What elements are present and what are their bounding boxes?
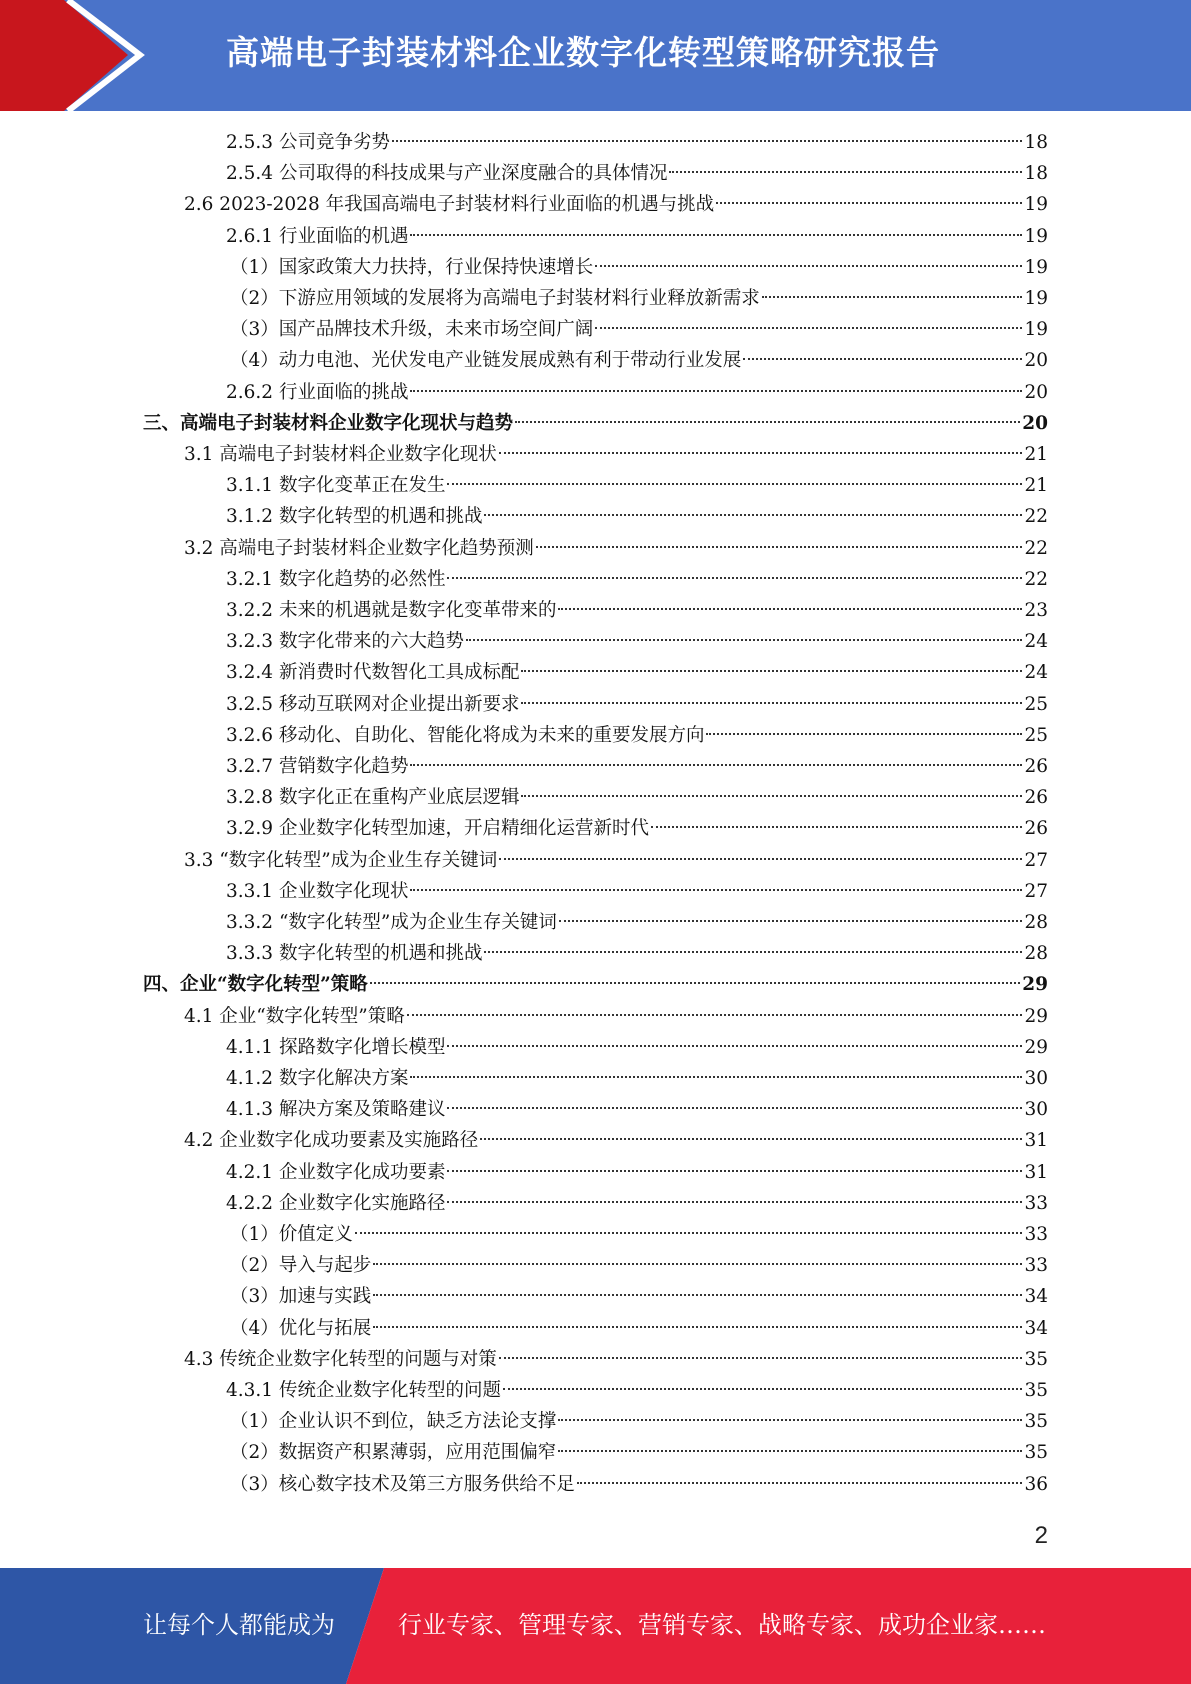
toc-entry[interactable] [230, 1250, 1048, 1281]
toc-entry[interactable] [226, 564, 1048, 595]
toc-entry[interactable] [230, 1313, 1048, 1344]
toc-dot-leader [499, 858, 1022, 860]
toc-entry[interactable] [226, 1032, 1048, 1063]
toc-entry[interactable] [226, 938, 1048, 969]
toc-entry-page: 26 [1024, 787, 1048, 809]
toc-dot-leader [410, 234, 1022, 236]
toc-entry-page: 25 [1024, 693, 1048, 715]
toc-dot-leader [536, 546, 1023, 548]
toc-entry[interactable] [226, 377, 1048, 408]
toc-entry-label: （1）企业认识不到位，缺乏方法论支撑 [230, 1411, 557, 1433]
toc-dot-leader [373, 1263, 1022, 1265]
toc-entry-label: 3.2.4 新消费时代数智化工具成标配 [226, 662, 520, 684]
toc-entry-label: 4.1 企业“数字化转型”策略 [184, 1005, 405, 1027]
toc-dot-leader [706, 733, 1022, 735]
toc-entry[interactable] [184, 533, 1048, 564]
toc-entry-page: 19 [1024, 319, 1048, 341]
toc-entry-label: 3.2.7 营销数字化趋势 [226, 756, 409, 777]
toc-dot-leader [762, 296, 1023, 298]
toc-entry-label: 3.2.2 未来的机遇就是数字化变革带来的 [226, 600, 557, 621]
toc-entry[interactable] [226, 782, 1048, 813]
toc-entry[interactable] [143, 969, 1048, 1000]
toc-dot-leader [503, 1388, 1022, 1390]
toc-entry-label: 3.2.8 数字化正在重构产业底层逻辑 [226, 787, 520, 809]
toc-entry[interactable] [226, 720, 1048, 751]
toc-dot-leader [515, 421, 1020, 423]
toc-dot-leader [743, 358, 1022, 360]
toc-entry-page: 27 [1024, 849, 1048, 871]
toc-entry[interactable] [184, 845, 1048, 876]
toc-entry-label: 4.1.3 解决方案及策略建议 [226, 1099, 446, 1121]
toc-entry[interactable] [226, 1063, 1048, 1094]
toc-entry-label: 3.2.1 数字化趋势的必然性 [226, 568, 446, 590]
toc-entry[interactable] [226, 626, 1048, 657]
toc-entry[interactable] [143, 408, 1048, 439]
toc-dot-leader [373, 1294, 1022, 1296]
toc-entry-page: 33 [1024, 1224, 1048, 1245]
toc-dot-leader [410, 889, 1022, 891]
toc-entry-label: （1）价值定义 [230, 1224, 353, 1245]
toc-dot-leader [370, 982, 1020, 984]
toc-entry-page: 35 [1024, 1380, 1048, 1401]
toc-entry-page: 31 [1024, 1161, 1048, 1183]
toc-entry-label: 4.3 传统企业数字化转型的问题与对策 [184, 1348, 497, 1370]
toc-entry[interactable] [226, 158, 1048, 189]
toc-entry-page: 30 [1024, 1068, 1048, 1089]
toc-entry-page: 21 [1024, 475, 1048, 497]
toc-entry-label: 2.6 2023-2028 年我国高端电子封装材料行业面临的机遇与挑战 [184, 194, 715, 216]
toc-entry-label: 3.2.6 移动化、自助化、智能化将成为未来的重要发展方向 [226, 724, 705, 746]
toc-entry-page: 24 [1024, 662, 1048, 684]
toc-entry-label: 三、高端电子封装材料企业数字化现状与趋势 [143, 412, 514, 434]
page-footer [0, 1568, 1191, 1684]
toc-entry-page: 27 [1024, 880, 1048, 902]
toc-entry-page: 18 [1024, 163, 1048, 185]
toc-dot-leader [558, 608, 1022, 610]
toc-entry-page: 22 [1024, 568, 1048, 590]
toc-entry-page: 22 [1024, 537, 1048, 559]
toc-entry-page: 26 [1024, 756, 1048, 777]
toc-dot-leader [484, 951, 1022, 953]
toc-entry-page: 34 [1024, 1317, 1048, 1339]
toc-dot-leader [447, 1107, 1022, 1109]
toc-entry-label: （1）国家政策大力扶持，行业保持快速增长 [230, 256, 594, 278]
toc-entry-page: 29 [1022, 974, 1048, 996]
toc-entry-label: （3）国产品牌技术升级，未来市场空间广阔 [230, 319, 594, 341]
toc-entry[interactable] [230, 1469, 1048, 1500]
toc-dot-leader [410, 390, 1022, 392]
toc-entry[interactable] [184, 439, 1048, 470]
toc-dot-leader [480, 1138, 1022, 1140]
toc-entry-label: 4.3.1 传统企业数字化转型的问题 [226, 1380, 501, 1401]
footer-slogan-right: 行业专家、管理专家、营销专家、战略专家、成功企业家…… [398, 1611, 1046, 1639]
toc-entry[interactable] [226, 876, 1048, 907]
header-red-arrow [0, 0, 128, 111]
toc-entry[interactable] [226, 470, 1048, 501]
toc-entry-page: 19 [1024, 288, 1048, 309]
toc-entry-label: 2.5.4 公司取得的科技成果与产业深度融合的具体情况 [226, 163, 668, 185]
toc-entry-label: 4.2.1 企业数字化成功要素 [226, 1161, 446, 1183]
toc-dot-leader [521, 670, 1022, 672]
toc-entry[interactable] [230, 1406, 1048, 1437]
toc-entry-page: 19 [1024, 256, 1048, 278]
toc-entry-label: 4.1.2 数字化解决方案 [226, 1068, 409, 1089]
toc-entry[interactable] [226, 907, 1048, 938]
toc-entry-page: 28 [1024, 943, 1048, 965]
toc-dot-leader [651, 826, 1022, 828]
toc-entry-page: 34 [1024, 1286, 1048, 1308]
toc-entry[interactable] [184, 189, 1048, 220]
toc-dot-leader [447, 1045, 1022, 1047]
toc-entry-page: 28 [1024, 912, 1048, 933]
toc-entry-page: 33 [1024, 1192, 1048, 1214]
toc-entry[interactable] [230, 252, 1048, 283]
toc-entry-page: 22 [1024, 506, 1048, 528]
toc-entry[interactable] [226, 751, 1048, 782]
toc-entry[interactable] [226, 595, 1048, 626]
toc-entry-label: （4）动力电池、光伏发电产业链发展成熟有利于带动行业发展 [230, 350, 742, 372]
toc-entry[interactable] [226, 127, 1048, 158]
toc-dot-leader [716, 202, 1022, 204]
toc-dot-leader [410, 764, 1022, 766]
toc-entry-page: 35 [1024, 1348, 1048, 1370]
header-arrow-decoration [0, 0, 160, 111]
toc-entry-page: 29 [1024, 1005, 1048, 1027]
toc-entry-label: 四、企业“数字化转型”策略 [143, 974, 368, 996]
toc-entry-page: 35 [1024, 1411, 1048, 1433]
report-title: 高端电子封装材料企业数字化转型策略研究报告 [226, 33, 940, 72]
toc-entry-label: 4.1.1 探路数字化增长模型 [226, 1036, 446, 1058]
toc-entry-page: 26 [1024, 818, 1048, 840]
toc-entry[interactable] [226, 221, 1048, 252]
toc-entry-label: 3.1 高端电子封装材料企业数字化现状 [184, 444, 497, 465]
toc-dot-leader [558, 1419, 1022, 1421]
toc-entry-label: （2）导入与起步 [230, 1255, 372, 1277]
toc-entry-label: 3.2 高端电子封装材料企业数字化趋势预测 [184, 537, 534, 559]
toc-dot-leader [447, 1201, 1022, 1203]
toc-dot-leader [410, 1076, 1022, 1078]
toc-entry-page: 19 [1024, 225, 1048, 247]
toc-entry[interactable] [230, 1281, 1048, 1312]
toc-entry-page: 20 [1024, 350, 1048, 372]
toc-entry-page: 35 [1024, 1442, 1048, 1464]
toc-entry[interactable] [184, 1125, 1048, 1156]
toc-entry-page: 20 [1022, 412, 1048, 434]
toc-entry-label: 4.2.2 企业数字化实施路径 [226, 1192, 446, 1214]
toc-dot-leader [499, 452, 1023, 454]
toc-entry[interactable] [230, 1437, 1048, 1468]
toc-entry-label: （2）数据资产积累薄弱，应用范围偏窄 [230, 1442, 557, 1464]
toc-entry[interactable] [226, 657, 1048, 688]
toc-dot-leader [595, 327, 1022, 329]
toc-entry-label: 3.2.3 数字化带来的六大趋势 [226, 631, 464, 653]
toc-entry[interactable] [226, 1157, 1048, 1188]
toc-dot-leader [407, 1014, 1023, 1016]
toc-dot-leader [521, 702, 1022, 704]
toc-entry-page: 25 [1024, 724, 1048, 746]
toc-dot-leader [499, 1357, 1023, 1359]
toc-entry-page: 20 [1024, 381, 1048, 403]
toc-entry-label: 2.6.2 行业面临的挑战 [226, 381, 409, 403]
toc-entry-label: 3.2.9 企业数字化转型加速，开启精细化运营新时代 [226, 818, 649, 840]
toc-dot-leader [521, 795, 1022, 797]
toc-entry-page: 19 [1024, 194, 1048, 216]
toc-entry-page: 24 [1024, 631, 1048, 653]
toc-entry[interactable] [226, 689, 1048, 720]
toc-entry-page: 23 [1024, 600, 1048, 621]
toc-entry-label: （2）下游应用领域的发展将为高端电子封装材料行业释放新需求 [230, 288, 760, 309]
toc-dot-leader [595, 265, 1022, 267]
page-header [0, 0, 1191, 111]
toc-entry-page: 18 [1024, 132, 1048, 153]
toc-entry-page: 30 [1024, 1099, 1048, 1121]
toc-entry-label: 2.5.3 公司竞争劣势 [226, 132, 390, 153]
toc-dot-leader [577, 1482, 1023, 1484]
toc-entry[interactable] [226, 1188, 1048, 1219]
toc-entry-label: 3.3.1 企业数字化现状 [226, 880, 409, 902]
toc-entry-label: 3.2.5 移动互联网对企业提出新要求 [226, 693, 520, 715]
toc-entry-label: 3.3.2 “数字化转型”成为企业生存关键词 [226, 912, 557, 933]
toc-entry[interactable] [184, 1001, 1048, 1032]
toc-dot-leader [558, 1450, 1022, 1452]
toc-entry[interactable] [230, 1219, 1048, 1250]
toc-entry-page: 21 [1024, 444, 1048, 465]
toc-dot-leader [447, 483, 1022, 485]
toc-entry-page: 33 [1024, 1255, 1048, 1277]
toc-entry[interactable] [226, 813, 1048, 844]
toc-entry[interactable] [230, 314, 1048, 345]
toc-dot-leader [355, 1232, 1023, 1234]
toc-dot-leader [447, 1170, 1022, 1172]
toc-entry-page: 36 [1024, 1473, 1048, 1495]
toc-dot-leader [669, 171, 1022, 173]
page-number: 2 [1034, 1522, 1048, 1549]
footer-slogan-left: 让每个人都能成为 [143, 1611, 335, 1639]
toc-entry-page: 31 [1024, 1130, 1048, 1152]
toc-entry-label: 3.3.3 数字化转型的机遇和挑战 [226, 943, 483, 965]
toc-entry[interactable] [184, 1344, 1048, 1375]
toc-entry-label: （3）加速与实践 [230, 1286, 372, 1308]
toc-entry[interactable] [230, 283, 1048, 314]
toc-entry[interactable] [226, 1094, 1048, 1125]
toc-entry-page: 29 [1024, 1036, 1048, 1058]
toc-dot-leader [484, 514, 1022, 516]
toc-entry[interactable] [226, 1375, 1048, 1406]
toc-entry-label: 3.1.1 数字化变革正在发生 [226, 475, 446, 497]
toc-dot-leader [392, 140, 1022, 142]
toc-dot-leader [466, 639, 1022, 641]
toc-dot-leader [447, 577, 1022, 579]
toc-entry-label: （4）优化与拓展 [230, 1317, 372, 1339]
toc-entry-label: 4.2 企业数字化成功要素及实施路径 [184, 1130, 479, 1152]
toc-dot-leader [559, 920, 1023, 922]
toc-entry-label: （3）核心数字技术及第三方服务供给不足 [230, 1473, 575, 1495]
toc-entry[interactable] [230, 345, 1048, 376]
toc-entry-label: 3.1.2 数字化转型的机遇和挑战 [226, 506, 483, 528]
toc-entry-label: 3.3 “数字化转型”成为企业生存关键词 [184, 849, 498, 871]
toc-dot-leader [373, 1326, 1022, 1328]
toc-entry-label: 2.6.1 行业面临的机遇 [226, 225, 409, 247]
toc-entry[interactable] [226, 501, 1048, 532]
